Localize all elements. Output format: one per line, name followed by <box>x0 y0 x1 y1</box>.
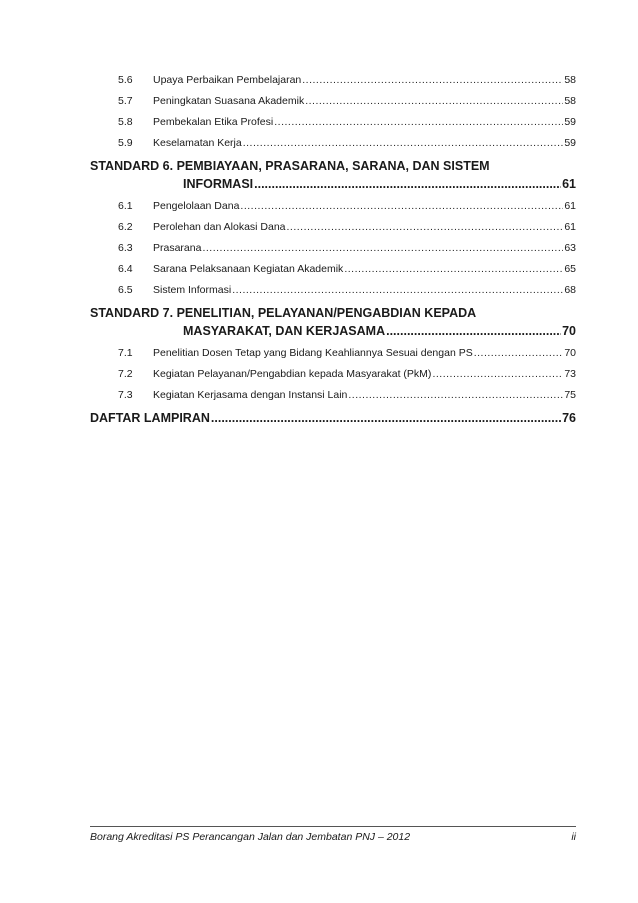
toc-standard-7-heading[interactable] <box>90 304 576 340</box>
dot-leader <box>302 70 563 91</box>
toc-entry-page: 61 <box>564 200 576 212</box>
footer-page-number: ii <box>571 831 576 843</box>
standard-heading-line2: INFORMASI <box>183 177 254 191</box>
toc-entry[interactable] <box>90 238 576 259</box>
toc-entry-title: Kegiatan Kerjasama dengan Instansi Lain <box>153 389 348 401</box>
toc-entry-page: 58 <box>564 95 576 107</box>
toc-entry[interactable] <box>90 259 576 280</box>
toc-entry[interactable] <box>90 217 576 238</box>
toc-entry[interactable] <box>90 112 576 133</box>
toc-entry-title: Pembekalan Etika Profesi <box>153 116 274 128</box>
dot-leader <box>344 259 563 280</box>
toc-entry-number: 5.8 <box>118 116 133 128</box>
standard-heading-page: 61 <box>562 177 576 191</box>
toc-daftar-lampiran[interactable] <box>90 408 576 428</box>
toc-entry-title: Perolehan dan Alokasi Dana <box>153 221 286 233</box>
toc-entry[interactable] <box>90 133 576 154</box>
toc-entry-page: 68 <box>564 284 576 296</box>
toc-entry-number: 6.4 <box>118 263 133 275</box>
table-of-contents <box>90 70 576 428</box>
standard-heading-line1: STANDARD 6. PEMBIAYAAN, PRASARANA, SARANA, DAN SISTEM <box>90 159 490 173</box>
toc-entry-title: Keselamatan Kerja <box>153 137 242 149</box>
dot-leader <box>274 112 563 133</box>
toc-entry-page: 63 <box>564 242 576 254</box>
page-footer <box>90 826 576 845</box>
toc-entry-title: Upaya Perbaikan Pembelajaran <box>153 74 302 86</box>
dot-leader <box>287 217 564 238</box>
toc-entry-number: 7.3 <box>118 389 133 401</box>
dot-leader <box>240 196 563 217</box>
toc-entry-title: Prasarana <box>153 242 202 254</box>
toc-entry-page: 61 <box>564 221 576 233</box>
toc-entry-title: Pengelolaan Dana <box>153 200 240 212</box>
toc-entry[interactable] <box>90 280 576 301</box>
toc-entry-number: 7.1 <box>118 347 133 359</box>
toc-entry[interactable] <box>90 364 576 385</box>
toc-entry-page: 65 <box>564 263 576 275</box>
toc-entry-title: Penelitian Dosen Tetap yang Bidang Keahliannya Sesuai dengan PS <box>153 347 473 359</box>
standard-heading-line2: MASYARAKAT, DAN KERJASAMA <box>183 324 386 338</box>
toc-entry-number: 5.9 <box>118 137 133 149</box>
toc-entry-title: Sistem Informasi <box>153 284 232 296</box>
standard-heading-page: 70 <box>562 324 576 338</box>
dot-leader <box>432 364 563 385</box>
toc-entry-page: 59 <box>564 137 576 149</box>
toc-entry-number: 6.5 <box>118 284 133 296</box>
toc-entry-title: Sarana Pelaksanaan Kegiatan Akademik <box>153 263 344 275</box>
dot-leader <box>348 385 563 406</box>
toc-entry[interactable] <box>90 385 576 406</box>
standard-heading-line1: STANDARD 7. PENELITIAN, PELAYANAN/PENGABDIAN KEPADA <box>90 306 477 320</box>
dot-leader <box>232 280 563 301</box>
footer-document-title: Borang Akreditasi PS Perancangan Jalan dan Jembatan PNJ – 2012 <box>90 831 411 843</box>
toc-entry-page: 58 <box>564 74 576 86</box>
dot-leader <box>305 91 563 112</box>
toc-entry-number: 5.6 <box>118 74 133 86</box>
toc-entry-title: Kegiatan Pelayanan/Pengabdian kepada Masyarakat (PkM) <box>153 368 432 380</box>
dot-leader <box>386 322 561 340</box>
toc-entry-number: 5.7 <box>118 95 133 107</box>
toc-entry[interactable] <box>90 196 576 217</box>
toc-entry[interactable] <box>90 91 576 112</box>
lampiran-page: 76 <box>562 411 576 425</box>
lampiran-title: DAFTAR LAMPIRAN <box>90 411 210 425</box>
dot-leader <box>211 408 561 428</box>
toc-entry[interactable] <box>90 70 576 91</box>
dot-leader <box>474 343 564 364</box>
toc-entry-title: Peningkatan Suasana Akademik <box>153 95 305 107</box>
toc-entry-page: 73 <box>564 368 576 380</box>
dot-leader <box>202 238 563 259</box>
toc-entry-number: 6.3 <box>118 242 133 254</box>
toc-entry-number: 7.2 <box>118 368 133 380</box>
toc-standard-6-heading[interactable] <box>90 157 576 193</box>
toc-entry-page: 59 <box>564 116 576 128</box>
dot-leader <box>243 133 564 154</box>
toc-entry-number: 6.2 <box>118 221 133 233</box>
toc-entry-page: 75 <box>564 389 576 401</box>
toc-entry-number: 6.1 <box>118 200 133 212</box>
toc-entry-page: 70 <box>564 347 576 359</box>
toc-entry[interactable] <box>90 343 576 364</box>
dot-leader <box>254 175 561 193</box>
